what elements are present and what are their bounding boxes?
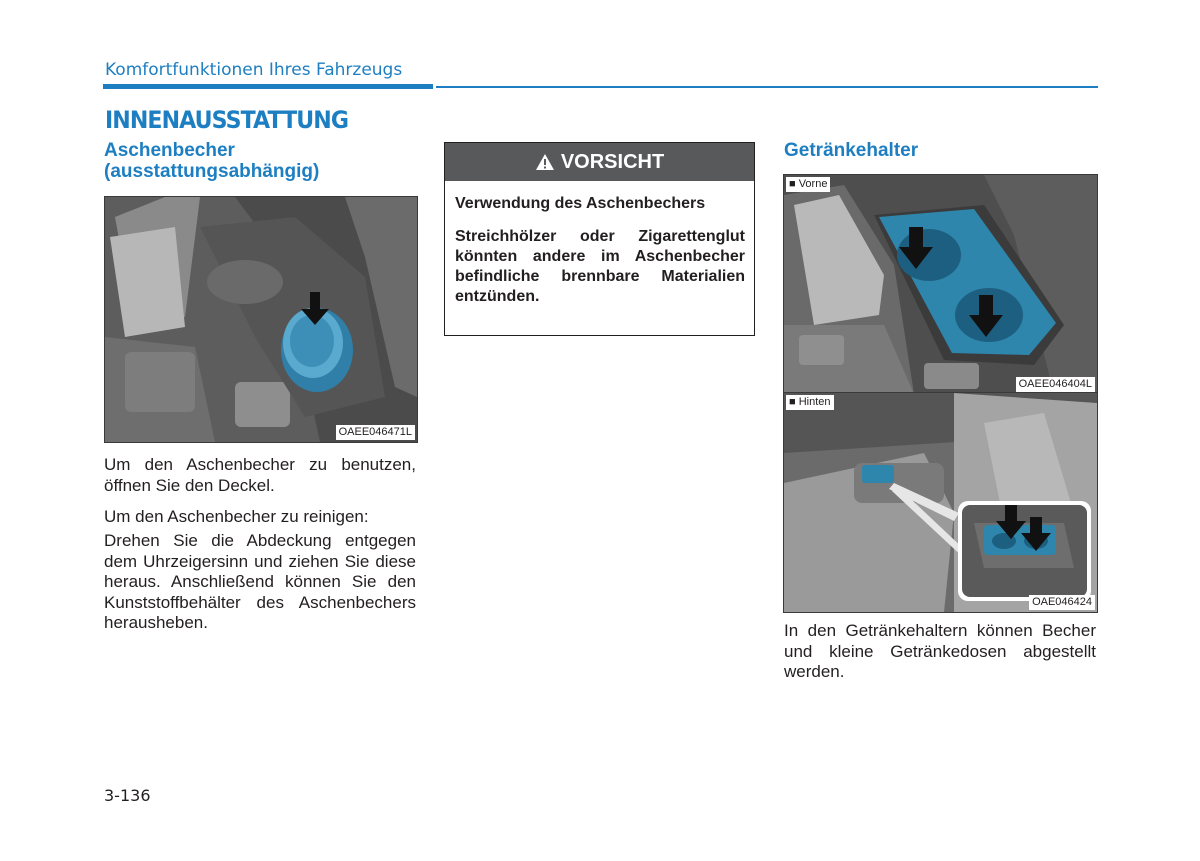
warning-subtitle: Verwendung des Aschenbechers xyxy=(455,195,706,212)
warning-header xyxy=(445,143,754,181)
figure-code: OAEE046471L xyxy=(336,425,415,440)
front-cupholder-illustration xyxy=(784,175,1097,394)
cupholder-paragraph: In den Getränkehaltern können Becher und kleine Getränkedosen abgestellt werden. xyxy=(784,621,1096,681)
cupholder-rear-figure xyxy=(783,392,1098,613)
warning-triangle-icon xyxy=(535,153,555,171)
figure-tag-rear: ■ Hinten xyxy=(786,395,834,410)
rear-cupholder-illustration xyxy=(784,393,1097,612)
ashtray-figure xyxy=(104,196,418,443)
page-number: 3-136 xyxy=(104,786,151,805)
ashtray-illustration xyxy=(105,197,417,442)
ashtray-paragraph-1: Um den Aschenbecher zu benutzen, öffnen Sie den Deckel. xyxy=(104,455,416,495)
warning-body: Streichhölzer oder Zigarettenglut könnten andere im Aschenbecher befindliche brennbare Materialien entzünden. xyxy=(455,228,745,305)
header-rule xyxy=(103,84,433,89)
cupholder-heading: Getränkehalter xyxy=(784,140,919,161)
figure-code-rear: OAE046424 xyxy=(1029,595,1095,610)
figure-tag-front: ■ Vorne xyxy=(786,177,830,192)
section-title: INNENAUSSTATTUNG xyxy=(105,106,349,134)
header-rule-thin xyxy=(436,86,1098,88)
cupholder-front-figure xyxy=(783,174,1098,395)
chapter-header: Komfortfunktionen Ihres Fahrzeugs xyxy=(105,60,403,80)
ashtray-paragraph-3: Drehen Sie die Abdeckung entgegen dem Uhrzeigersinn und ziehen Sie diese heraus. Anschließend können Sie den Kunststoffbehälter des Aschenbechers herausheben. xyxy=(104,531,416,632)
warning-title: VORSICHT xyxy=(560,150,665,173)
warning-box xyxy=(444,142,755,336)
ashtray-paragraph-2: Um den Aschenbecher zu reinigen: xyxy=(104,507,369,526)
ashtray-heading: Aschenbecher (ausstattungsabhängig) xyxy=(104,140,320,182)
figure-code-front: OAEE046404L xyxy=(1016,377,1095,392)
